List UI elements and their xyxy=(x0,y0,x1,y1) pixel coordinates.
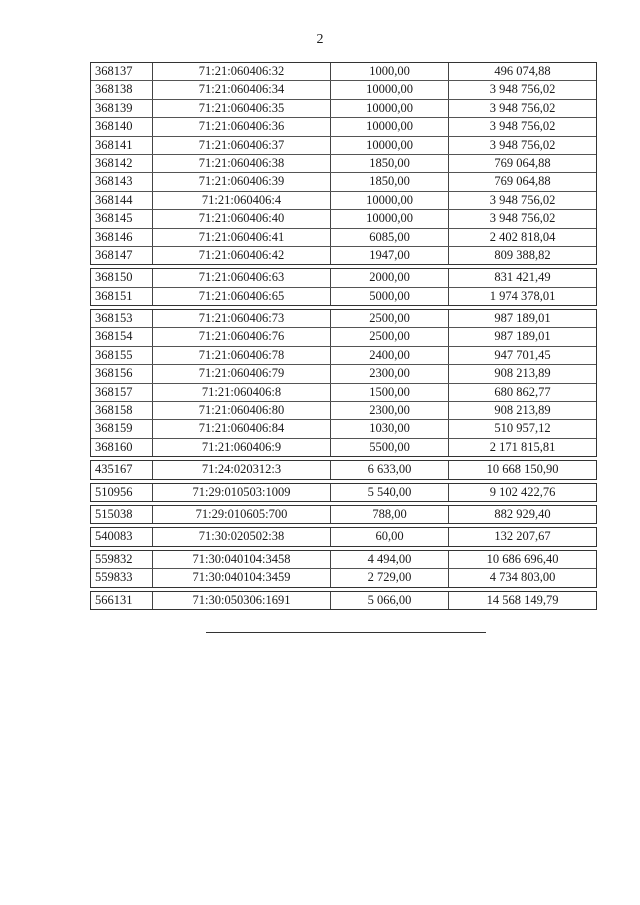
table-row xyxy=(91,484,596,501)
area-cell: 2000,00 xyxy=(331,269,449,286)
cadastral-number-cell: 71:21:060406:84 xyxy=(153,420,331,437)
area-cell: 10000,00 xyxy=(331,100,449,117)
cadastral-number-cell: 71:21:060406:78 xyxy=(153,347,331,364)
area-cell: 1850,00 xyxy=(331,173,449,190)
cadastral-number-cell: 71:21:060406:79 xyxy=(153,365,331,382)
cadastral-value-cell: 947 701,45 xyxy=(494,347,551,362)
area-cell: 6085,00 xyxy=(331,229,449,246)
page-number: 2 xyxy=(316,32,324,47)
object-id-cell: 540083 xyxy=(91,528,153,545)
cadastral-value-cell: 3 948 756,02 xyxy=(489,119,556,134)
object-id-cell: 515038 xyxy=(91,506,153,523)
table-group xyxy=(90,550,597,588)
cadastral-number-cell: 71:21:060406:34 xyxy=(153,81,331,98)
cadastral-value-cell: 132 207,67 xyxy=(494,529,551,544)
object-id-cell: 368160 xyxy=(91,439,153,456)
cadastral-number-cell: 71:30:040104:3458 xyxy=(153,551,331,568)
table-row xyxy=(91,246,596,264)
table-group xyxy=(90,505,597,524)
area-cell: 2300,00 xyxy=(331,402,449,419)
cadastral-value-cell: 14 568 149,79 xyxy=(486,592,559,607)
cadastral-value-cell: 1 974 378,01 xyxy=(489,288,556,303)
area-cell: 6 633,00 xyxy=(331,461,449,478)
object-id-cell: 368141 xyxy=(91,137,153,154)
table-row xyxy=(91,154,596,172)
table-row xyxy=(91,383,596,401)
table-row xyxy=(91,364,596,382)
cadastral-number-cell: 71:21:060406:37 xyxy=(153,137,331,154)
area-cell: 1000,00 xyxy=(331,63,449,80)
object-id-cell: 368146 xyxy=(91,229,153,246)
cadastral-number-cell: 71:21:060406:42 xyxy=(153,247,331,264)
cadastral-value-cell: 908 213,89 xyxy=(494,366,551,381)
table-group xyxy=(90,591,597,610)
cadastral-value-cell: 3 948 756,02 xyxy=(489,192,556,207)
object-id-cell: 368156 xyxy=(91,365,153,382)
cadastral-number-cell: 71:21:060406:38 xyxy=(153,155,331,172)
object-id-cell: 368139 xyxy=(91,100,153,117)
cadastral-number-cell: 71:21:060406:4 xyxy=(153,192,331,209)
cadastral-number-cell: 71:21:060406:39 xyxy=(153,173,331,190)
area-cell: 5 066,00 xyxy=(331,592,449,609)
area-cell: 10000,00 xyxy=(331,210,449,227)
area-cell: 788,00 xyxy=(331,506,449,523)
cadastral-value-cell: 10 686 696,40 xyxy=(486,551,559,566)
cadastral-value-cell: 9 102 422,76 xyxy=(489,484,556,499)
object-id-cell: 368137 xyxy=(91,63,153,80)
object-id-cell: 368150 xyxy=(91,269,153,286)
object-id-cell: 368144 xyxy=(91,192,153,209)
area-cell: 1850,00 xyxy=(331,155,449,172)
cadastral-value-cell: 987 189,01 xyxy=(494,311,551,326)
table-row xyxy=(91,172,596,190)
cadastral-number-cell: 71:21:060406:40 xyxy=(153,210,331,227)
object-id-cell: 368147 xyxy=(91,247,153,264)
object-id-cell: 435167 xyxy=(91,461,153,478)
object-id-cell: 368159 xyxy=(91,420,153,437)
cadastral-value-cell: 769 064,88 xyxy=(494,174,551,189)
table-row xyxy=(91,461,596,478)
cadastral-value-cell: 496 074,88 xyxy=(494,64,551,78)
table-row xyxy=(91,310,596,327)
table-row xyxy=(91,99,596,117)
cadastral-value-cell: 3 948 756,02 xyxy=(489,137,556,152)
area-cell: 10000,00 xyxy=(331,137,449,154)
table-row xyxy=(91,401,596,419)
table-row xyxy=(91,287,596,305)
cadastral-number-cell: 71:21:060406:9 xyxy=(153,439,331,456)
cadastral-value-cell: 809 388,82 xyxy=(494,247,551,262)
cadastral-number-cell: 71:21:060406:32 xyxy=(153,63,331,80)
area-cell: 2500,00 xyxy=(331,310,449,327)
table-group xyxy=(90,460,597,479)
table-row xyxy=(91,117,596,135)
cadastral-value-cell: 680 862,77 xyxy=(494,384,551,399)
table-row xyxy=(91,136,596,154)
object-id-cell: 368158 xyxy=(91,402,153,419)
table-row xyxy=(91,419,596,437)
object-id-cell: 368154 xyxy=(91,328,153,345)
cadastral-value-cell: 10 668 150,90 xyxy=(486,462,559,477)
table-row xyxy=(91,209,596,227)
table-group xyxy=(90,309,597,457)
cadastral-number-cell: 71:21:060406:35 xyxy=(153,100,331,117)
cadastral-value-table xyxy=(90,62,597,613)
cadastral-number-cell: 71:21:060406:8 xyxy=(153,384,331,401)
table-group xyxy=(90,483,597,502)
table-row xyxy=(91,528,596,545)
area-cell: 1030,00 xyxy=(331,420,449,437)
area-cell: 60,00 xyxy=(331,528,449,545)
cadastral-value-cell: 3 948 756,02 xyxy=(489,211,556,226)
table-row xyxy=(91,63,596,80)
cadastral-number-cell: 71:29:010503:1009 xyxy=(153,484,331,501)
area-cell: 2500,00 xyxy=(331,328,449,345)
area-cell: 10000,00 xyxy=(331,192,449,209)
table-row xyxy=(91,346,596,364)
end-divider-line xyxy=(206,632,486,633)
cadastral-value-cell: 2 402 818,04 xyxy=(489,229,556,244)
object-id-cell: 559833 xyxy=(91,569,153,586)
cadastral-number-cell: 71:21:060406:80 xyxy=(153,402,331,419)
cadastral-value-cell: 882 929,40 xyxy=(494,506,551,521)
cadastral-value-cell: 4 734 803,00 xyxy=(489,570,556,585)
area-cell: 2 729,00 xyxy=(331,569,449,586)
cadastral-value-cell: 3 948 756,02 xyxy=(489,82,556,97)
object-id-cell: 368145 xyxy=(91,210,153,227)
cadastral-number-cell: 71:21:060406:65 xyxy=(153,288,331,305)
table-row xyxy=(91,568,596,586)
area-cell: 10000,00 xyxy=(331,81,449,98)
area-cell: 5500,00 xyxy=(331,439,449,456)
cadastral-number-cell: 71:30:040104:3459 xyxy=(153,569,331,586)
table-row xyxy=(91,327,596,345)
object-id-cell: 368138 xyxy=(91,81,153,98)
cadastral-value-cell: 908 213,89 xyxy=(494,403,551,418)
table-row xyxy=(91,228,596,246)
cadastral-value-cell: 510 957,12 xyxy=(494,421,551,436)
table-row xyxy=(91,269,596,286)
cadastral-number-cell: 71:30:050306:1691 xyxy=(153,592,331,609)
table-group xyxy=(90,268,597,306)
table-row xyxy=(91,551,596,568)
area-cell: 5000,00 xyxy=(331,288,449,305)
table-group xyxy=(90,527,597,546)
cadastral-number-cell: 71:24:020312:3 xyxy=(153,461,331,478)
area-cell: 1500,00 xyxy=(331,384,449,401)
table-row xyxy=(91,191,596,209)
cadastral-value-cell: 3 948 756,02 xyxy=(489,100,556,115)
object-id-cell: 368155 xyxy=(91,347,153,364)
table-row xyxy=(91,506,596,523)
table-row xyxy=(91,80,596,98)
object-id-cell: 368140 xyxy=(91,118,153,135)
cadastral-number-cell: 71:21:060406:76 xyxy=(153,328,331,345)
cadastral-number-cell: 71:21:060406:63 xyxy=(153,269,331,286)
area-cell: 10000,00 xyxy=(331,118,449,135)
area-cell: 4 494,00 xyxy=(331,551,449,568)
cadastral-value-cell: 2 171 815,81 xyxy=(489,439,556,454)
area-cell: 5 540,00 xyxy=(331,484,449,501)
table-row xyxy=(91,438,596,456)
area-cell: 2400,00 xyxy=(331,347,449,364)
cadastral-value-cell: 769 064,88 xyxy=(494,155,551,170)
area-cell: 1947,00 xyxy=(331,247,449,264)
cadastral-number-cell: 71:30:020502:38 xyxy=(153,528,331,545)
object-id-cell: 368153 xyxy=(91,310,153,327)
cadastral-value-cell: 831 421,49 xyxy=(494,270,551,285)
object-id-cell: 566131 xyxy=(91,592,153,609)
cadastral-number-cell: 71:29:010605:700 xyxy=(153,506,331,523)
object-id-cell: 368151 xyxy=(91,288,153,305)
area-cell: 2300,00 xyxy=(331,365,449,382)
cadastral-number-cell: 71:21:060406:41 xyxy=(153,229,331,246)
cadastral-number-cell: 71:21:060406:73 xyxy=(153,310,331,327)
object-id-cell: 368157 xyxy=(91,384,153,401)
cadastral-number-cell: 71:21:060406:36 xyxy=(153,118,331,135)
object-id-cell: 368143 xyxy=(91,173,153,190)
table-row xyxy=(91,592,596,609)
cadastral-value-cell: 987 189,01 xyxy=(494,329,551,344)
table-group xyxy=(90,62,597,265)
object-id-cell: 559832 xyxy=(91,551,153,568)
object-id-cell: 368142 xyxy=(91,155,153,172)
object-id-cell: 510956 xyxy=(91,484,153,501)
